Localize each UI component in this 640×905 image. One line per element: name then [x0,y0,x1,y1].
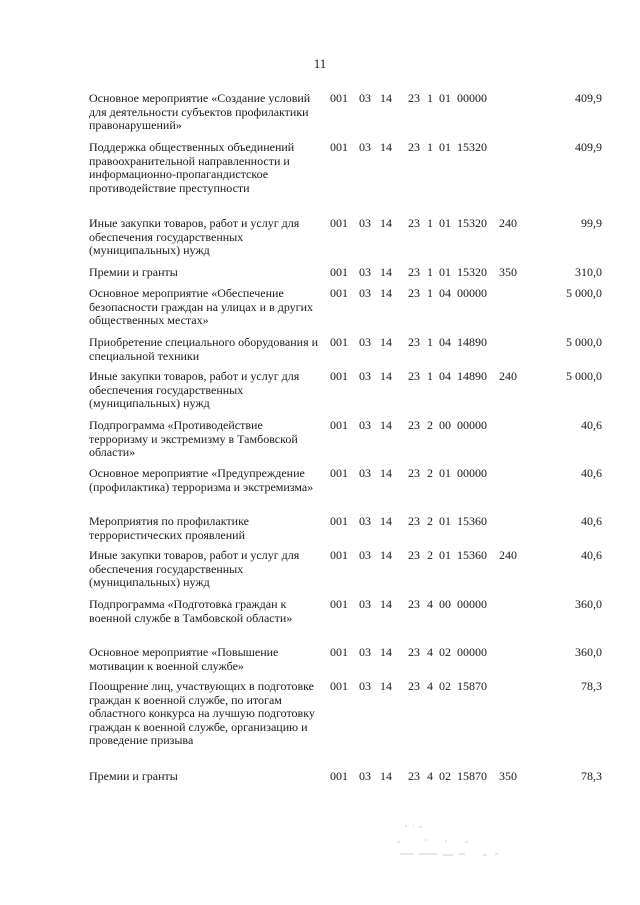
row-title: Основное мероприятие «Повышение мотивации к военной службе» [89,645,279,673]
code-c: 02 [439,679,451,693]
code-ved: 001 [330,645,348,659]
amount: 40,6 [581,418,602,432]
code-c: 01 [439,91,451,105]
code-c: 01 [439,140,451,154]
code-d: 00000 [457,286,487,300]
code-vr: 350 [499,769,517,783]
code-rz: 03 [359,286,371,300]
amount: 310,0 [575,265,602,279]
amount: 40,6 [581,548,602,562]
code-c: 02 [439,645,451,659]
code-rz: 03 [359,769,371,783]
code-a: 23 [408,514,420,528]
amount: 40,6 [581,466,602,480]
code-ved: 001 [330,418,348,432]
table-row [0,141,640,217]
code-pr: 14 [380,91,392,105]
row-title: Подпрограмма «Противодействие терроризму и экстремизму в Тамбовской области» [89,418,298,460]
code-c: 01 [439,265,451,279]
row-title: Основное мероприятие «Обеспечение безопасности граждан на улицах и в других общественных местах» [89,286,314,328]
row-title: Иные закупки товаров, работ и услуг для обеспечения государственных (муниципальных) нужд [89,216,300,258]
code-rz: 03 [359,679,371,693]
row-title: Иные закупки товаров, работ и услуг для обеспечения государственных (муниципальных) нужд [89,548,300,590]
table-row [0,217,640,266]
budget-table [0,92,640,790]
code-a: 23 [408,369,420,383]
amount: 78,3 [581,679,602,693]
code-d: 00000 [457,418,487,432]
amount: 40,6 [581,514,602,528]
code-pr: 14 [380,597,392,611]
code-rz: 03 [359,418,371,432]
row-title: Премии и гранты [89,265,178,279]
code-vr: 350 [499,265,517,279]
code-rz: 03 [359,597,371,611]
code-d: 14890 [457,369,487,383]
code-pr: 14 [380,645,392,659]
row-title: Основное мероприятие «Создание условий для деятельности субъектов профилактики правонарушений» [89,91,311,133]
code-ved: 001 [330,265,348,279]
code-rz: 03 [359,514,371,528]
code-ved: 001 [330,466,348,480]
code-a: 23 [408,548,420,562]
row-title: Приобретение специального оборудования и специальной техники [89,335,319,363]
code-d: 00000 [457,91,487,105]
row-title: Иные закупки товаров, работ и услуг для обеспечения государственных (муниципальных) нужд [89,369,300,411]
amount: 409,9 [575,140,602,154]
code-c: 00 [439,597,451,611]
code-pr: 14 [380,369,392,383]
code-d: 15360 [457,514,487,528]
table-row [0,549,640,598]
code-pr: 14 [380,265,392,279]
code-b: 1 [427,265,433,279]
table-row [0,92,640,141]
code-b: 2 [427,514,433,528]
amount: 5 000,0 [566,286,602,300]
table-row [0,515,640,549]
code-ved: 001 [330,769,348,783]
code-b: 2 [427,466,433,480]
code-rz: 03 [359,91,371,105]
row-title: Поддержка общественных объединений правоохранительной направленности и информационно-пропагандистское противодействие преступности [89,140,295,195]
table-row [0,266,640,287]
code-c: 04 [439,335,451,349]
code-b: 1 [427,335,433,349]
code-d: 15360 [457,548,487,562]
code-pr: 14 [380,679,392,693]
code-rz: 03 [359,140,371,154]
code-c: 01 [439,548,451,562]
code-b: 4 [427,597,433,611]
code-b: 2 [427,418,433,432]
row-title: Подпрограмма «Подготовка граждан к военной службе в Тамбовской области» [89,597,293,625]
table-row [0,336,640,370]
code-a: 23 [408,769,420,783]
code-a: 23 [408,645,420,659]
code-pr: 14 [380,335,392,349]
code-b: 1 [427,369,433,383]
code-vr: 240 [499,369,517,383]
table-row [0,467,640,515]
code-b: 1 [427,216,433,230]
row-title: Премии и гранты [89,769,178,783]
code-c: 01 [439,466,451,480]
code-a: 23 [408,140,420,154]
table-row [0,646,640,680]
code-d: 00000 [457,597,487,611]
code-d: 14890 [457,335,487,349]
code-ved: 001 [330,548,348,562]
table-row [0,370,640,419]
row-title: Поощрение лиц, участвующих в подготовке граждан к военной службе, по итогам областного конкурса на лучшую подготовку граждан к военной службе, организацию и проведение призыва [89,679,315,748]
code-rz: 03 [359,216,371,230]
code-c: 02 [439,769,451,783]
code-pr: 14 [380,514,392,528]
code-ved: 001 [330,335,348,349]
code-pr: 14 [380,548,392,562]
table-row [0,680,640,770]
code-d: 00000 [457,466,487,480]
code-d: 15870 [457,769,487,783]
code-ved: 001 [330,679,348,693]
code-rz: 03 [359,466,371,480]
amount: 78,3 [581,769,602,783]
code-ved: 001 [330,369,348,383]
table-row [0,770,640,790]
table-row [0,419,640,467]
amount: 360,0 [575,597,602,611]
amount: 99,9 [581,216,602,230]
code-a: 23 [408,597,420,611]
code-ved: 001 [330,140,348,154]
code-b: 1 [427,91,433,105]
code-d: 15320 [457,265,487,279]
code-a: 23 [408,679,420,693]
code-a: 23 [408,418,420,432]
table-row [0,598,640,646]
code-pr: 14 [380,418,392,432]
code-d: 15320 [457,216,487,230]
code-rz: 03 [359,335,371,349]
code-pr: 14 [380,769,392,783]
code-b: 4 [427,769,433,783]
code-ved: 001 [330,91,348,105]
code-ved: 001 [330,216,348,230]
page-number: 11 [313,56,327,71]
code-pr: 14 [380,140,392,154]
code-b: 2 [427,548,433,562]
code-ved: 001 [330,286,348,300]
code-c: 01 [439,216,451,230]
amount: 360,0 [575,645,602,659]
code-ved: 001 [330,597,348,611]
code-rz: 03 [359,645,371,659]
row-title: Основное мероприятие «Предупреждение (профилактика) терроризма и экстремизма» [89,466,314,494]
code-b: 1 [427,286,433,300]
amount: 5 000,0 [566,335,602,349]
code-a: 23 [408,286,420,300]
code-vr: 240 [499,548,517,562]
code-b: 4 [427,645,433,659]
code-c: 00 [439,418,451,432]
code-rz: 03 [359,548,371,562]
row-title: Мероприятия по профилактике террористических проявлений [89,514,249,542]
amount: 5 000,0 [566,369,602,383]
code-ved: 001 [330,514,348,528]
code-a: 23 [408,265,420,279]
amount: 409,9 [575,91,602,105]
table-row [0,287,640,336]
code-b: 4 [427,679,433,693]
code-d: 00000 [457,645,487,659]
code-rz: 03 [359,265,371,279]
code-pr: 14 [380,286,392,300]
code-a: 23 [408,335,420,349]
code-a: 23 [408,216,420,230]
code-rz: 03 [359,369,371,383]
code-a: 23 [408,466,420,480]
code-pr: 14 [380,466,392,480]
code-c: 04 [439,369,451,383]
code-d: 15870 [457,679,487,693]
code-pr: 14 [380,216,392,230]
code-c: 04 [439,286,451,300]
scan-noise [395,820,505,860]
code-a: 23 [408,91,420,105]
code-b: 1 [427,140,433,154]
code-c: 01 [439,514,451,528]
code-vr: 240 [499,216,517,230]
code-d: 15320 [457,140,487,154]
